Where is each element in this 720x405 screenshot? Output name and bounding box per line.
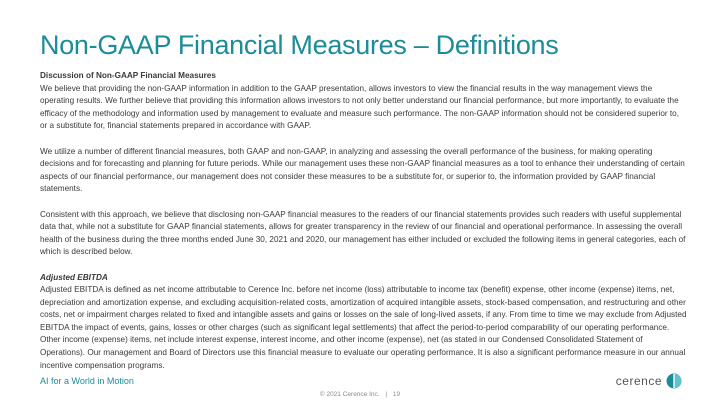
paragraph-2: We utilize a number of different financial measures, both GAAP and non-GAAP, in analyzing and assessing the overall performance of the business, for making operating decisions and for forecasting and planning for future periods. While our management uses these non-GAAP financial measures as a tool to enhance their understanding of certain aspects of our financial performance, our management does not consider these measures to be a substitute for, or superior to, the information provided by GAAP financial statements. <box>40 146 685 194</box>
cerence-logo <box>616 373 682 389</box>
content-body <box>40 70 688 372</box>
footer-separator: | <box>385 391 388 398</box>
paragraph-1: We believe that providing the non-GAAP information in addition to the GAAP presentation, allows investors to view the financial results in the way management views the operating results. We further believe that providing this information allows investors to not only better understand our financial performance, but more importantly, to evaluate the efficacy of the methodology and information used by management to evaluate and measure such performance. The non-GAAP information should not be considered superior to, or a substitute for, financial statements prepared in accordance with GAAP. <box>40 83 680 131</box>
paragraph-3: Consistent with this approach, we believe that disclosing non-GAAP financial measures to the readers of our financial statements provides such readers with useful supplemental data that, while not a substitute for GAAP financial statements, allows for greater transparency in the review of our financial and operational performance. In assessing the overall health of the business during the three months ended June 30, 2021 and 2020, our management has either included or excluded the following items in general categories, each of which is described below. <box>40 209 686 257</box>
footer <box>0 391 720 398</box>
adjusted-ebitda-section <box>40 272 688 373</box>
page-title: Non-GAAP Financial Measures – Definitions <box>40 30 559 60</box>
discussion-section <box>40 70 688 133</box>
logo-text: cerence <box>615 374 662 388</box>
tagline: AI for a World in Motion <box>40 376 134 386</box>
adjusted-ebitda-heading: Adjusted EBITDA <box>40 272 108 282</box>
adjusted-ebitda-text: Adjusted EBITDA is defined as net income attributable to Cerence Inc. before net income (loss) attributable to income tax (benefit) expense, other income (expense) items, net, depreciation and amortization expense, and excluding acquisition-related costs, amortization of acquired intangible assets, stock-based compensation, and restructuring and other costs, net or impairment charges related to fixed and intangible assets and gains or losses on the sale of long-lived assets, if any. From time to time we may exclude from Adjusted EBITDA the impact of events, gains, losses or other charges (such as significant legal settlements) that affect the period-to-period comparability of our operating performance. Other income (expense) items, net include interest expense, interest income, and other income (expense), net (as stated in our Condensed Consolidated Statement of Operations). Our management and Board of Directors use this financial measure to evaluate our operating performance. It is also a significant performance measure in our annual incentive compensation programs. <box>40 285 687 370</box>
cerence-logo-icon <box>666 373 682 389</box>
page-number: 19 <box>392 391 401 398</box>
discussion-heading: Discussion of Non-GAAP Financial Measures <box>40 71 216 80</box>
copyright-text: © 2021 Cerence Inc. <box>319 391 380 398</box>
